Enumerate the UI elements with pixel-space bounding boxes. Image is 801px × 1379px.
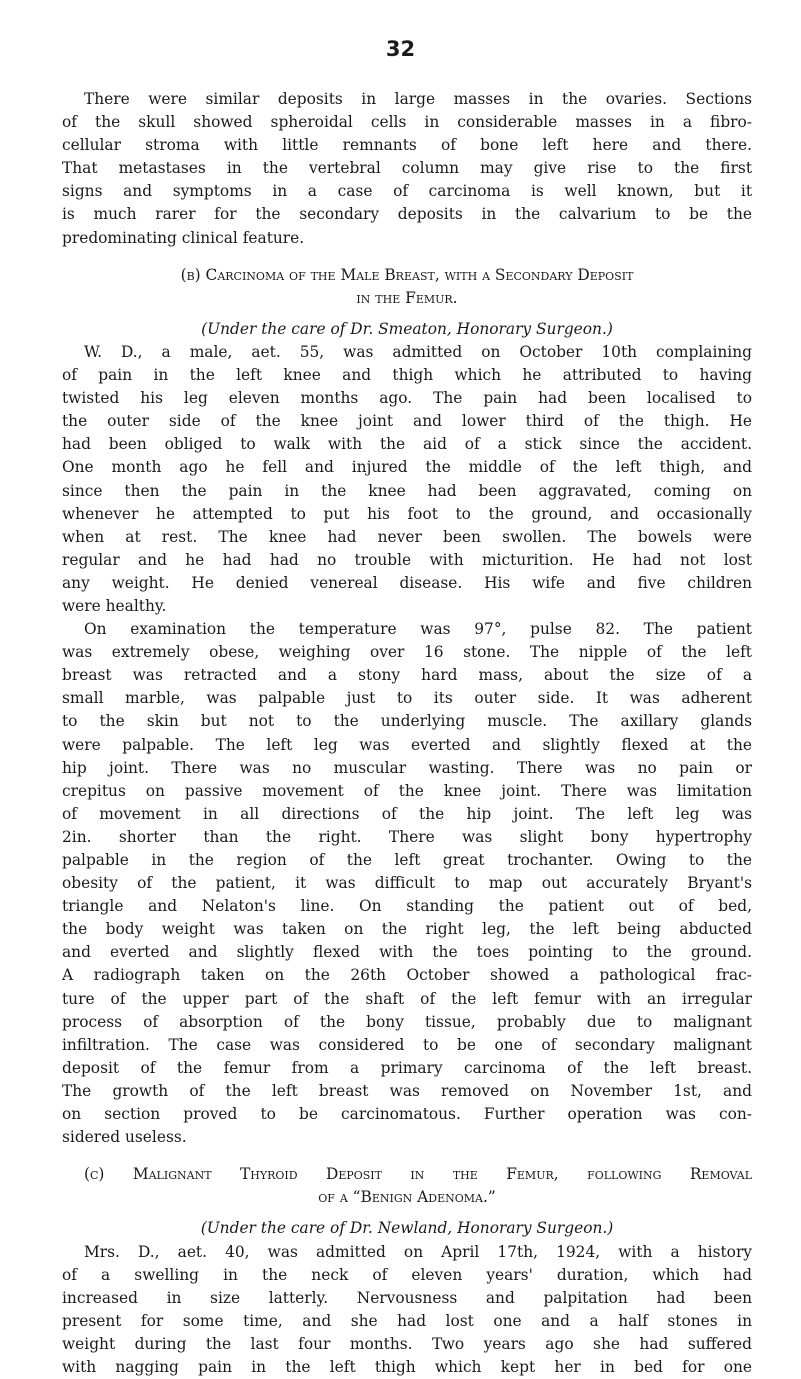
text-line: twisted his leg eleven months ago. The pain had been localised to (62, 387, 752, 410)
text-line: process of absorption of the bony tissue, probably due to malignant (62, 1011, 752, 1034)
section-b-examination-paragraph (62, 618, 752, 1149)
section-c-heading-cont: of a “Benign Adenoma.” (62, 1186, 752, 1209)
text-line: crepitus on passive movement of the knee joint. There was limitation (62, 780, 752, 803)
text-line: Mrs. D., aet. 40, was admitted on April 17th, 1924, with a history (62, 1241, 752, 1264)
text-line: One month ago he fell and injured the middle of the left thigh, and (62, 456, 752, 479)
text-line: weight during the last four months. Two years ago she had suffered (62, 1333, 752, 1356)
section-c-heading: (c) Malignant Thyroid Deposit in the Femur, following Removal (62, 1163, 752, 1186)
text-line: breast was retracted and a stony hard mass, about the size of a (62, 664, 752, 687)
text-line: 2in. shorter than the right. There was slight bony hypertrophy (62, 826, 752, 849)
text-line: and everted and slightly flexed with the toes pointing to the ground. (62, 941, 752, 964)
text-line: the body weight was taken on the right leg, the left being abducted (62, 918, 752, 941)
text-line: predominating clinical feature. (62, 227, 752, 250)
text-line: W. D., a male, aet. 55, was admitted on October 10th complaining (62, 341, 752, 364)
text-line: whenever he attempted to put his foot to the ground, and occasionally (62, 503, 752, 526)
section-c-history-paragraph (62, 1241, 752, 1379)
intro-paragraph (62, 88, 752, 250)
text-line: of pain in the left knee and thigh which he attributed to having (62, 364, 752, 387)
text-line: is much rarer for the secondary deposits in the calvarium to be the (62, 203, 752, 226)
text-line: deposit of the femur from a primary carcinoma of the left breast. (62, 1057, 752, 1080)
text-line: to the skin but not to the underlying muscle. The axillary glands (62, 710, 752, 733)
text-line: The growth of the left breast was removed on November 1st, and (62, 1080, 752, 1103)
text-line: were healthy. (62, 595, 752, 618)
section-b-history-paragraph (62, 341, 752, 618)
text-line: present for some time, and she had lost one and a half stones in (62, 1310, 752, 1333)
text-line: had been obliged to walk with the aid of a stick since the accident. (62, 433, 752, 456)
text-line: of movement in all directions of the hip joint. The left leg was (62, 803, 752, 826)
text-line: increased in size latterly. Nervousness and palpitation had been (62, 1287, 752, 1310)
section-b-care-note: (Under the care of Dr. Smeaton, Honorary Surgeon.) (62, 318, 752, 341)
text-line: signs and symptoms in a case of carcinoma is well known, but it (62, 180, 752, 203)
text-line: ture of the upper part of the shaft of the left femur with an irregular (62, 988, 752, 1011)
text-line: That metastases in the vertebral column may give rise to the first (62, 157, 752, 180)
text-line: since then the pain in the knee had been aggravated, coming on (62, 480, 752, 503)
section-b-heading: (b) Carcinoma of the Male Breast, with a Secondary Deposit (62, 264, 752, 287)
body-text (62, 88, 752, 1379)
text-line: any weight. He denied venereal disease. His wife and five children (62, 572, 752, 595)
section-b-heading-cont: in the Femur. (62, 287, 752, 310)
text-line: sidered useless. (62, 1126, 752, 1149)
page-number: 32 (0, 37, 801, 61)
text-line: palpable in the region of the left great trochanter. Owing to the (62, 849, 752, 872)
text-line: was extremely obese, weighing over 16 stone. The nipple of the left (62, 641, 752, 664)
text-line: There were similar deposits in large masses in the ovaries. Sections (62, 88, 752, 111)
text-line: infiltration. The case was considered to be one of secondary malignant (62, 1034, 752, 1057)
text-line: regular and he had had no trouble with micturition. He had not lost (62, 549, 752, 572)
text-line: triangle and Nelaton's line. On standing the patient out of bed, (62, 895, 752, 918)
text-line: the outer side of the knee joint and lower third of the thigh. He (62, 410, 752, 433)
text-line: obesity of the patient, it was difficult to map out accurately Bryant's (62, 872, 752, 895)
text-line: on section proved to be carcinomatous. Further operation was con- (62, 1103, 752, 1126)
text-line: On examination the temperature was 97°, pulse 82. The patient (62, 618, 752, 641)
text-line: of the skull showed spheroidal cells in considerable masses in a fibro- (62, 111, 752, 134)
text-line: were palpable. The left leg was everted and slightly flexed at the (62, 734, 752, 757)
section-c-care-note: (Under the care of Dr. Newland, Honorary Surgeon.) (62, 1217, 752, 1240)
text-line: when at rest. The knee had never been swollen. The bowels were (62, 526, 752, 549)
text-line: hip joint. There was no muscular wasting. There was no pain or (62, 757, 752, 780)
text-line: small marble, was palpable just to its outer side. It was adherent (62, 687, 752, 710)
text-line: of a swelling in the neck of eleven years' duration, which had (62, 1264, 752, 1287)
text-line: A radiograph taken on the 26th October showed a pathological frac- (62, 964, 752, 987)
text-line: cellular stroma with little remnants of bone left here and there. (62, 134, 752, 157)
text-line: with nagging pain in the left thigh which kept her in bed for one (62, 1356, 752, 1379)
